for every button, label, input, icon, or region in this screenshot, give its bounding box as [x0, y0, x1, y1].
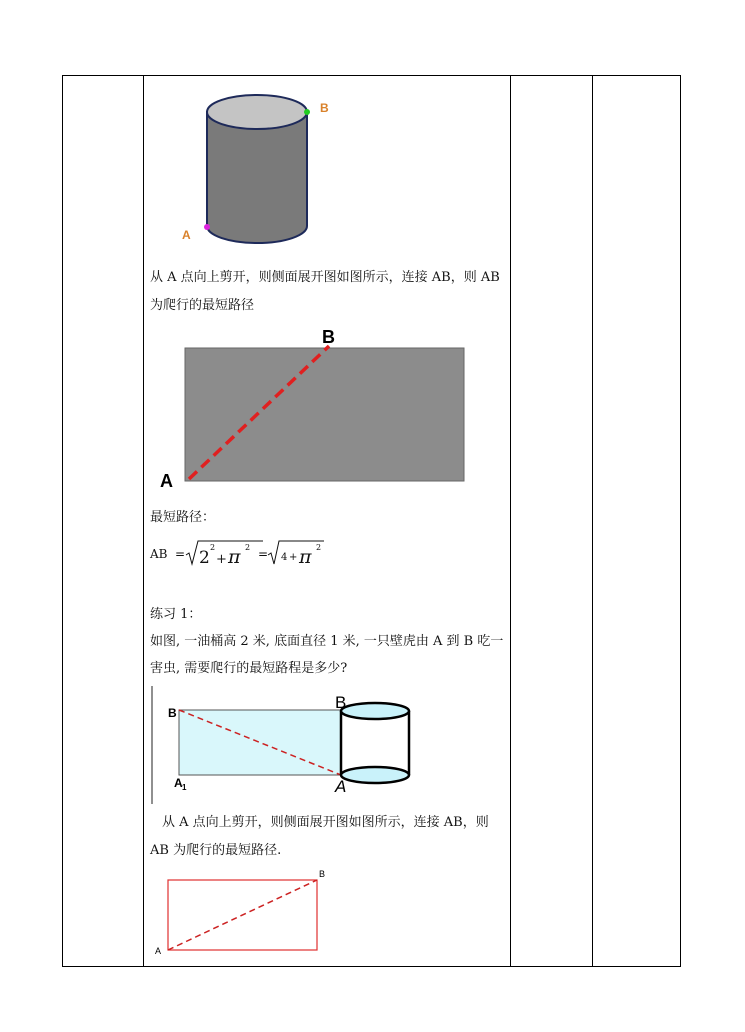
svg-text:2: 2 [199, 548, 210, 568]
label-a: A [182, 228, 191, 242]
label-a: A [155, 946, 162, 956]
label-a1-subscript: 1 [182, 783, 187, 792]
figure-oil-drum [148, 684, 418, 809]
label-b: B [319, 869, 326, 879]
column-divider-3 [592, 76, 593, 966]
label-b-top: B [335, 693, 347, 712]
exercise-title: 练习 1： [150, 607, 202, 622]
label-a: A [160, 471, 173, 491]
svg-text:=: = [258, 547, 269, 561]
figure-unfolded-rect [150, 325, 480, 495]
figure-cylinder-gray [175, 90, 335, 250]
figure-red-rect [148, 864, 338, 959]
svg-text:AB: AB [150, 547, 168, 561]
formula [148, 536, 348, 570]
exercise-line-2: 害虫, 需要爬行的最短路程是多少? [150, 661, 348, 676]
label-b-left: B [168, 706, 177, 720]
paragraph-1-line-2: 为爬行的最短路径 [150, 298, 255, 313]
label-b: B [322, 327, 335, 347]
svg-text:2: 2 [316, 543, 322, 552]
column-divider-2 [510, 76, 511, 966]
label-a1: A [174, 776, 183, 790]
svg-text:+: + [289, 552, 298, 563]
svg-text:2: 2 [210, 543, 216, 552]
svg-text:=: = [175, 547, 186, 561]
svg-text:π: π [299, 546, 312, 568]
svg-text:4: 4 [281, 552, 288, 563]
paragraph-2-line-1: 从 A 点向上剪开，则侧面展开图如图所示，连接 AB，则 [162, 815, 489, 830]
column-divider-1 [143, 76, 144, 966]
paragraph-1-line-1: 从 A 点向上剪开，则侧面展开图如图所示，连接 AB，则 AB [150, 270, 500, 285]
svg-text:2: 2 [245, 543, 251, 552]
svg-text:+: + [216, 552, 227, 567]
shortest-path-label: 最短路径： [150, 510, 216, 525]
paragraph-2-line-2: AB 为爬行的最短路径. [150, 843, 282, 858]
point-b [304, 109, 310, 115]
exercise-line-1: 如图, 一油桶高 2 米, 底面直径 1 米, 一只壁虎由 A 到 B 吃一 [150, 634, 504, 649]
svg-text:π: π [228, 546, 241, 568]
label-a-bottom: A [335, 777, 347, 796]
label-b: B [320, 101, 329, 115]
point-a [204, 224, 210, 230]
